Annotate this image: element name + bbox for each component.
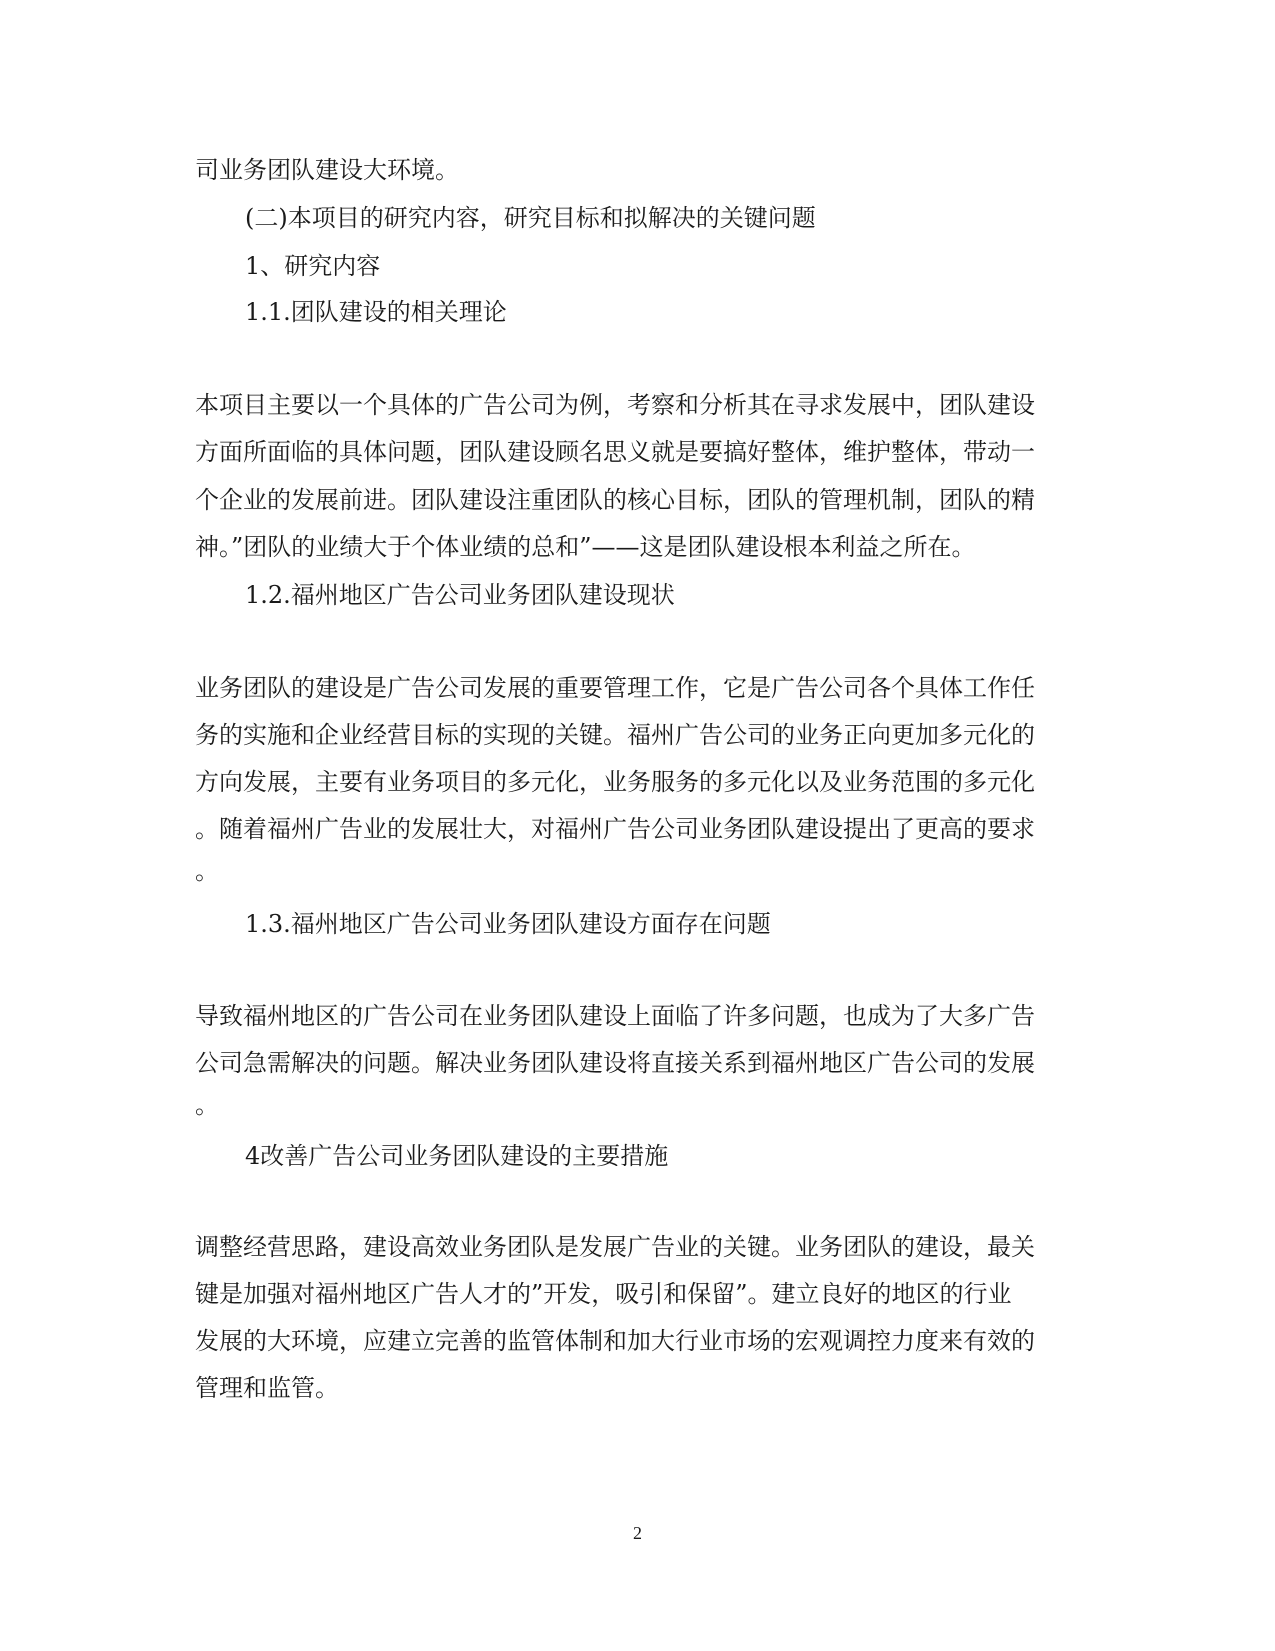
text-line: 本项目主要以一个具体的广告公司为例，考察和分析其在寻求发展中，团队建设: [195, 391, 1035, 419]
text-line: 神。”团队的业绩大于个体业绩的总和”——这是团队建设根本利益之所在。: [195, 533, 976, 561]
text-line: 。: [195, 1091, 219, 1119]
text-line: 司业务团队建设大环境。: [195, 156, 459, 184]
text-line: 调整经营思路，建设高效业务团队是发展广告业的关键。业务团队的建设，最关: [195, 1233, 1035, 1261]
text-line: 公司急需解决的问题。解决业务团队建设将直接关系到福州地区广告公司的发展: [195, 1049, 1035, 1077]
text-line: 个企业的发展前进。团队建设注重团队的核心目标，团队的管理机制，团队的精: [195, 486, 1035, 514]
text-line: 键是加强对福州地区广告人才的”开发，吸引和保留”。建立良好的地区的行业: [195, 1280, 1012, 1308]
page-number: 2: [633, 1523, 642, 1543]
text-line: 。: [195, 857, 219, 885]
text-line: 方向发展，主要有业务项目的多元化，业务服务的多元化以及业务范围的多元化: [195, 768, 1035, 796]
text-line: 导致福州地区的广告公司在业务团队建设上面临了许多问题，也成为了大多广告: [195, 1002, 1035, 1030]
text-line: 业务团队的建设是广告公司发展的重要管理工作，它是广告公司各个具体工作任: [195, 674, 1035, 702]
subsection-heading: 1.1.团队建设的相关理论: [245, 298, 507, 326]
subsection-heading: 1.2.福州地区广告公司业务团队建设现状: [245, 581, 675, 609]
text-line: 务的实施和企业经营目标的实现的关键。福州广告公司的业务正向更加多元化的: [195, 721, 1035, 749]
text-line: 方面所面临的具体问题，团队建设顾名思义就是要搞好整体，维护整体，带动一: [195, 438, 1035, 466]
subsection-heading: 1.3.福州地区广告公司业务团队建设方面存在问题: [245, 910, 771, 938]
subsection-heading: 1、研究内容: [245, 252, 381, 280]
text-line: 发展的大环境，应建立完善的监管体制和加大行业市场的宏观调控力度来有效的: [195, 1327, 1035, 1355]
subsection-heading: 4改善广告公司业务团队建设的主要措施: [245, 1142, 669, 1170]
section-heading: (二)本项目的研究内容，研究目标和拟解决的关键问题: [245, 204, 816, 232]
text-line: 。随着福州广告业的发展壮大，对福州广告公司业务团队建设提出了更高的要求: [195, 815, 1035, 843]
text-line: 管理和监管。: [195, 1374, 339, 1402]
